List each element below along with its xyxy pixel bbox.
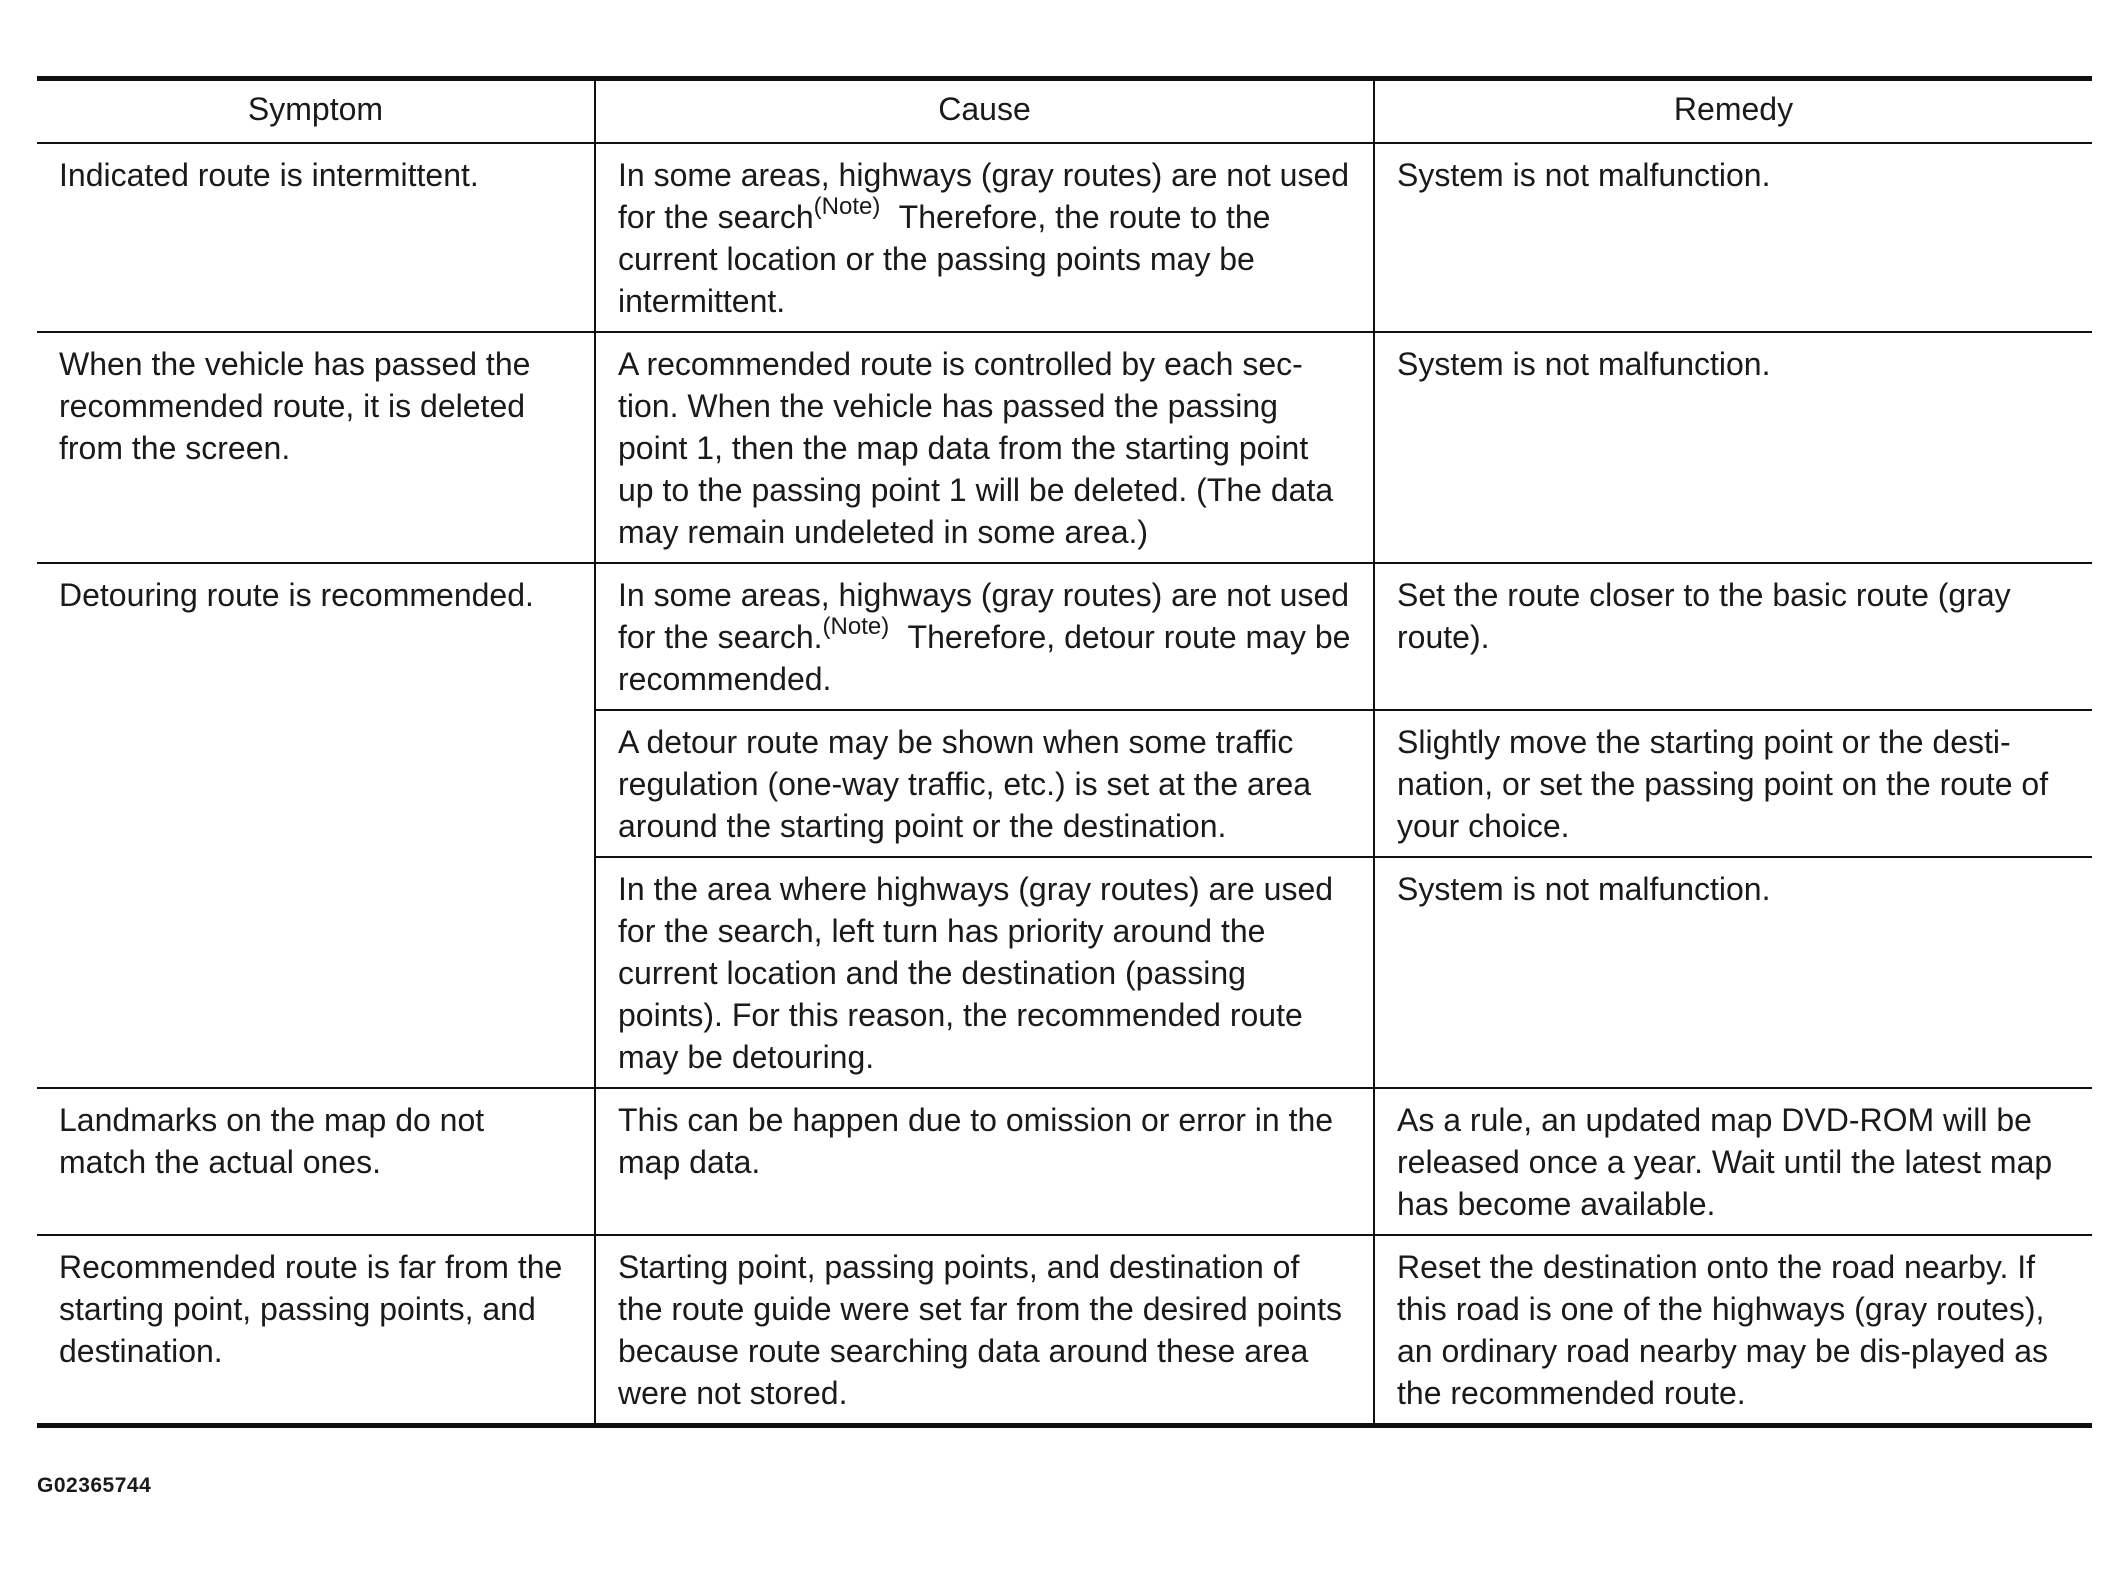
header-remedy: Remedy [1374,79,2092,144]
table-row [37,1088,2092,1235]
troubleshooting-document [37,76,2092,1428]
symptom-cell: Recommended route is far from the starting point, passing points, and destination. [37,1235,595,1426]
table-header [37,79,2092,144]
table-row [37,563,2092,710]
header-cause: Cause [595,79,1374,144]
cause-cell: A detour route may be shown when some traffic regulation (one-way traffic, etc.) is set at the area around the starting point or the destination. [595,710,1374,857]
cause-cell [595,563,1374,710]
cause-text-continued: Therefore, detour route may be recommended. [618,619,1351,697]
table-body [37,143,2092,1426]
cause-text-continued: Therefore, the route to the current location or the passing points may be intermittent. [618,199,1271,319]
table-row [37,1235,2092,1426]
remedy-cell: System is not malfunction. [1374,857,2092,1088]
cause-text: In some areas, highways (gray routes) are not used for the search [618,157,1350,235]
header-row [37,79,2092,144]
symptom-cell: When the vehicle has passed the recommended route, it is deleted from the screen. [37,332,595,563]
remedy-cell: Reset the destination onto the road nearby. If this road is one of the highways (gray routes), an ordinary road nearby may be dis-played as the recommended route. [1374,1235,2092,1426]
symptom-cell: Landmarks on the map do not match the actual ones. [37,1088,595,1235]
remedy-cell: System is not malfunction. [1374,143,2092,332]
note-reference: (Note) [822,612,890,640]
cause-cell: Starting point, passing points, and destination of the route guide were set far from the desired points because route searching data around these area were not stored. [595,1235,1374,1426]
cause-cell: In the area where highways (gray routes) are used for the search, left turn has priority around the current location and the destination (passing points). For this reason, the recommended route may be detouring. [595,857,1374,1088]
remedy-cell: Slightly move the starting point or the desti-nation, or set the passing point on the route of your choice. [1374,710,2092,857]
remedy-cell: As a rule, an updated map DVD-ROM will be released once a year. Wait until the latest map has become available. [1374,1088,2092,1235]
remedy-cell: Set the route closer to the basic route (gray route). [1374,563,2092,710]
cause-text: In some areas, highways (gray routes) are not used for the search. [618,577,1350,655]
figure-code: G02365744 [37,1474,152,1497]
cause-cell [595,143,1374,332]
note-reference: (Note) [813,192,881,220]
table-row [37,332,2092,563]
cause-cell: This can be happen due to omission or error in the map data. [595,1088,1374,1235]
cause-cell: A recommended route is controlled by each sec-tion. When the vehicle has passed the passing point 1, then the map data from the starting point up to the passing point 1 will be deleted. (The data may remain undeleted in some area.) [595,332,1374,563]
remedy-cell: System is not malfunction. [1374,332,2092,563]
table-row [37,143,2092,332]
symptom-cell: Indicated route is intermittent. [37,143,595,332]
symptom-cell: Detouring route is recommended. [37,563,595,1088]
troubleshooting-table [37,76,2092,1428]
header-symptom: Symptom [247,91,384,127]
